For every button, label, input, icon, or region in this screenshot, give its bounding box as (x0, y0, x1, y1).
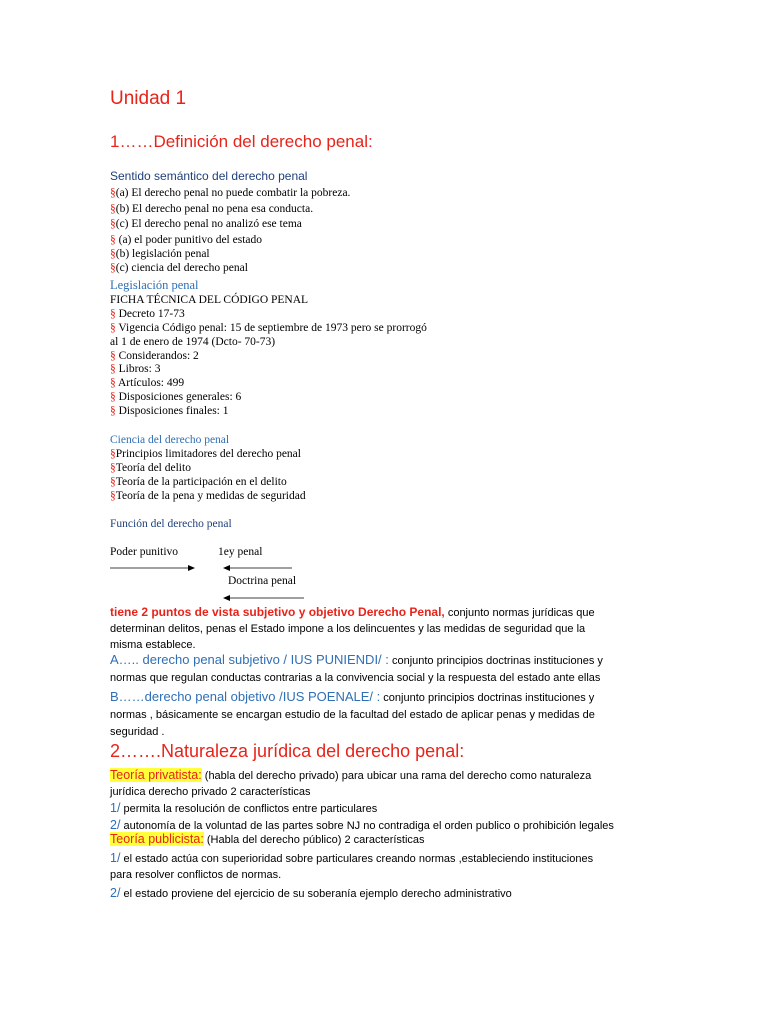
section-symbol: § (110, 203, 116, 215)
objetivo-paragraph: B……derecho penal objetivo /IUS POENALE/ : conjunto principios doctrinas instituciones y normas , básicamente se encargan estudio de la facultad del estado de aplicar penas y medidas de seguridad . (110, 689, 595, 738)
list-item: § Disposiciones generales: 6 (110, 391, 242, 403)
list-item: §(b) El derecho penal no pena esa conducta. (110, 203, 314, 215)
objetivo-lead: B……derecho penal objetivo /IUS POENALE/ : (110, 689, 381, 704)
subjetivo-lead: A….. derecho penal subjetivo / IUS PUNIENDI/ : (110, 652, 389, 667)
list-number: 1/ (110, 851, 121, 865)
privatista-paragraph: Teoría privatista: (habla del derecho privado) para ubicar una rama del derecho como naturaleza jurídica derecho privado 2 características 1/ permita la resolución de conflictos entre particulares 2/ autonomía de la voluntad de las partes sobre NJ no contradiga el orden publico o prohibición legales (110, 768, 614, 832)
tiene-lead: tiene 2 puntos de vista subjetivo y objetivo Derecho Penal, (110, 605, 445, 619)
subjetivo-paragraph: A….. derecho penal subjetivo / IUS PUNIENDI/ : conjunto principios doctrinas instituciones y normas que regulan conductas contrarias a la convivencia social y la respuesta del estado ante ellas (110, 652, 603, 684)
section-symbol: § (110, 476, 116, 488)
right-arrow-icon (108, 563, 198, 573)
list-item: §Teoría de la participación en el delito (110, 476, 287, 488)
list-item: § Artículos: 499 (110, 377, 185, 389)
section-symbol: § (110, 405, 116, 417)
doctrina-penal-label: Doctrina penal (228, 575, 297, 587)
publicista-paragraph: Teoría publicista: (Habla del derecho público) 2 características 1/ el estado actúa con superioridad sobre particulares creando normas ,estableciendo instituciones para resolver conflictos de normas. 2/ el estado proviene del ejercicio de su soberanía ejemplo derecho administrativo (110, 832, 594, 900)
section-symbol: § (110, 234, 116, 246)
document-title: Unidad 1 (110, 88, 187, 109)
list-number: 2/ (110, 886, 121, 900)
section-symbol: § (110, 448, 116, 460)
list-item: § (a) el poder punitivo del estado (110, 234, 263, 246)
tiene-paragraph: tiene 2 puntos de vista subjetivo y objetivo Derecho Penal, conjunto normas jurídicas que determinan delitos, penas el Estado impone a los delincuentes y las medidas de seguridad que la misma establece. (110, 605, 595, 651)
left-arrow-icon (222, 593, 306, 603)
section-symbol: § (110, 262, 116, 274)
list-item: §(b) legislación penal (110, 248, 210, 260)
semantic-heading: Sentido semántico del derecho penal (110, 169, 308, 183)
section-symbol: § (110, 322, 116, 334)
section-symbol: § (110, 308, 116, 320)
list-item: §(a) El derecho penal no puede combatir la pobreza. (110, 187, 351, 199)
poder-punitivo-label: Poder punitivo (110, 546, 179, 558)
list-item: § Disposiciones finales: 1 (110, 405, 229, 417)
list-item: § Libros: 3 (110, 363, 161, 375)
publicista-label: Teoría publicista: (110, 832, 204, 846)
list-item: §Teoría del delito (110, 462, 191, 474)
ciencia-heading: Ciencia del derecho penal (110, 434, 230, 446)
privatista-label: Teoría privatista: (110, 768, 202, 782)
list-item: § Vigencia Código penal: 15 de septiembre de 1973 pero se prorrogó (110, 322, 427, 334)
section-symbol: § (110, 248, 116, 260)
section-symbol: § (110, 462, 116, 474)
list-item: §Teoría de la pena y medidas de seguridad (110, 490, 306, 502)
section-symbol: § (110, 377, 116, 389)
ley-penal-label: 1ey penal (218, 546, 263, 558)
section-1-heading: 1……Definición del derecho penal: (110, 132, 373, 151)
section-symbol: § (110, 363, 116, 375)
list-number: 1/ (110, 801, 121, 815)
section-symbol: § (110, 218, 116, 230)
section-symbol: § (110, 391, 116, 403)
list-number: 2/ (110, 818, 121, 832)
ficha-title: FICHA TÉCNICA DEL CÓDIGO PENAL (110, 294, 309, 306)
section-symbol: § (110, 187, 116, 199)
list-item: § Decreto 17-73 (110, 308, 185, 320)
section-2-heading: 2…….Naturaleza jurídica del derecho penal: (110, 741, 465, 761)
left-arrow-icon (222, 563, 294, 573)
list-item: §(c) ciencia del derecho penal (110, 262, 248, 274)
funcion-heading: Función del derecho penal (110, 518, 232, 530)
list-item: §(c) El derecho penal no analizó ese tema (110, 218, 302, 230)
section-symbol: § (110, 350, 116, 362)
list-item-continuation: al 1 de enero de 1974 (Dcto- 70-73) (110, 336, 276, 348)
section-symbol: § (110, 490, 116, 502)
list-item: § Considerandos: 2 (110, 350, 199, 362)
list-item: §Principios limitadores del derecho penal (110, 448, 301, 460)
legislacion-heading: Legislación penal (110, 278, 199, 292)
